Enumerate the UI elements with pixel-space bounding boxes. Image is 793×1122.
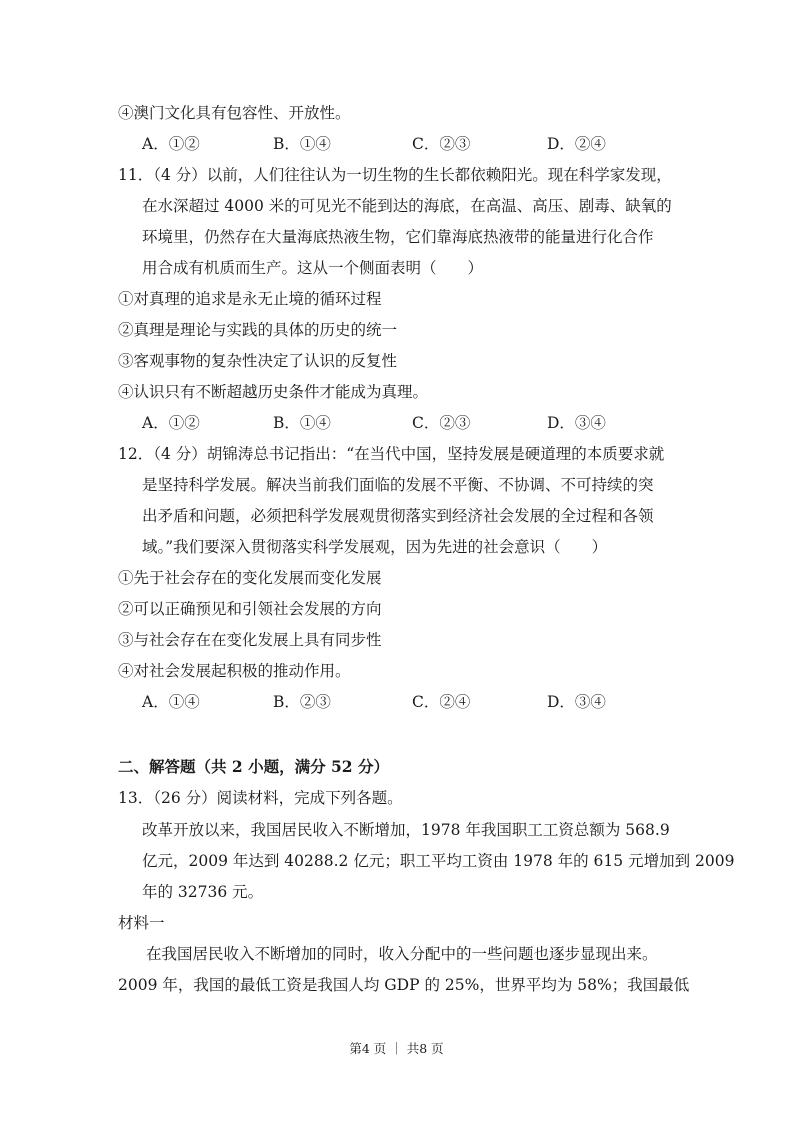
q13-paragraph-line: 亿元，2009 年达到 40288.2 亿元；职工平均工资由 1978 年的 615 元增加到 2009 bbox=[142, 852, 735, 870]
q12-item-2: ②可以正确预见和引领社会发展的方向 bbox=[118, 600, 382, 618]
q12-stem-line: 12．（4 分）胡锦涛总书记指出：“在当代中国，坚持发展是硬道理的本质要求就 bbox=[118, 445, 665, 463]
q13-paragraph-line: 改革开放以来，我国居民收入不断增加，1978 年我国职工工资总额为 568.9 bbox=[142, 821, 670, 839]
q10-item-4: ④澳门文化具有包容性、开放性。 bbox=[118, 104, 351, 122]
q12-stem-line: 域。”我们要深入贯彻落实科学发展观，因为先进的社会意识（ ） bbox=[142, 538, 608, 556]
q12-option-b: B．②③ bbox=[273, 693, 331, 711]
q13-paragraph-line: 2009 年，我国的最低工资是我国人均 GDP 的 25%，世界平均为 58%；我国最低 bbox=[118, 976, 690, 994]
q12-option-d: D．③④ bbox=[547, 693, 606, 711]
section-heading: 二、解答题（共 2 小题，满分 52 分） bbox=[118, 757, 389, 776]
q11-item-1: ①对真理的追求是永无止境的循环过程 bbox=[118, 290, 382, 308]
q13-intro: 13．（26 分）阅读材料，完成下列各题。 bbox=[118, 789, 403, 807]
q11-item-3: ③客观事物的复杂性决定了认识的反复性 bbox=[118, 352, 398, 370]
q11-option-a: A．①② bbox=[142, 414, 200, 432]
q13-paragraph-line: 在我国居民收入不断增加的同时，收入分配中的一些问题也逐步显现出来。 bbox=[146, 945, 658, 963]
q11-option-c: C．②③ bbox=[412, 414, 471, 432]
material-1-label: 材料一 bbox=[118, 914, 165, 932]
q10-option-b: B．①④ bbox=[273, 135, 331, 153]
q12-stem-line: 出矛盾和问题，必须把科学发展观贯彻落实到经济社会发展的全过程和各领 bbox=[142, 507, 654, 525]
page-footer: 第4 页 ｜ 共8 页 bbox=[349, 1041, 444, 1056]
q11-stem-line: 11．（4 分）以前，人们往往认为一切生物的生长都依赖阳光。现在科学家发现， bbox=[118, 166, 672, 184]
q11-option-d: D．③④ bbox=[547, 414, 606, 432]
q13-paragraph-line: 年的 32736 元。 bbox=[142, 883, 264, 901]
q10-option-c: C．②③ bbox=[412, 135, 471, 153]
q11-stem-line: 用合成有机质而生产。这从一个侧面表明（ ） bbox=[142, 259, 484, 277]
q11-stem-line: 在水深超过 4000 米的可见光不能到达的海底，在高温、高压、剧毒、缺氧的 bbox=[142, 197, 672, 215]
q10-option-d: D．②④ bbox=[547, 135, 606, 153]
q12-item-1: ①先于社会存在的变化发展而变化发展 bbox=[118, 569, 382, 587]
q12-item-4: ④对社会发展起积极的推动作用。 bbox=[118, 662, 351, 680]
q12-item-3: ③与社会存在在变化发展上具有同步性 bbox=[118, 631, 382, 649]
q11-stem-line: 环境里，仍然存在大量海底热液生物，它们靠海底热液带的能量进行化合作 bbox=[142, 228, 654, 246]
q12-option-a: A．①④ bbox=[142, 693, 200, 711]
q11-item-4: ④认识只有不断超越历史条件才能成为真理。 bbox=[118, 383, 429, 401]
q10-option-a: A．①② bbox=[142, 135, 200, 153]
q12-option-c: C．②④ bbox=[412, 693, 471, 711]
q11-option-b: B．①④ bbox=[273, 414, 331, 432]
q11-item-2: ②真理是理论与实践的具体的历史的统一 bbox=[118, 321, 398, 339]
q12-stem-line: 是坚持科学发展。解决当前我们面临的发展不平衡、不协调、不可持续的突 bbox=[142, 476, 654, 494]
